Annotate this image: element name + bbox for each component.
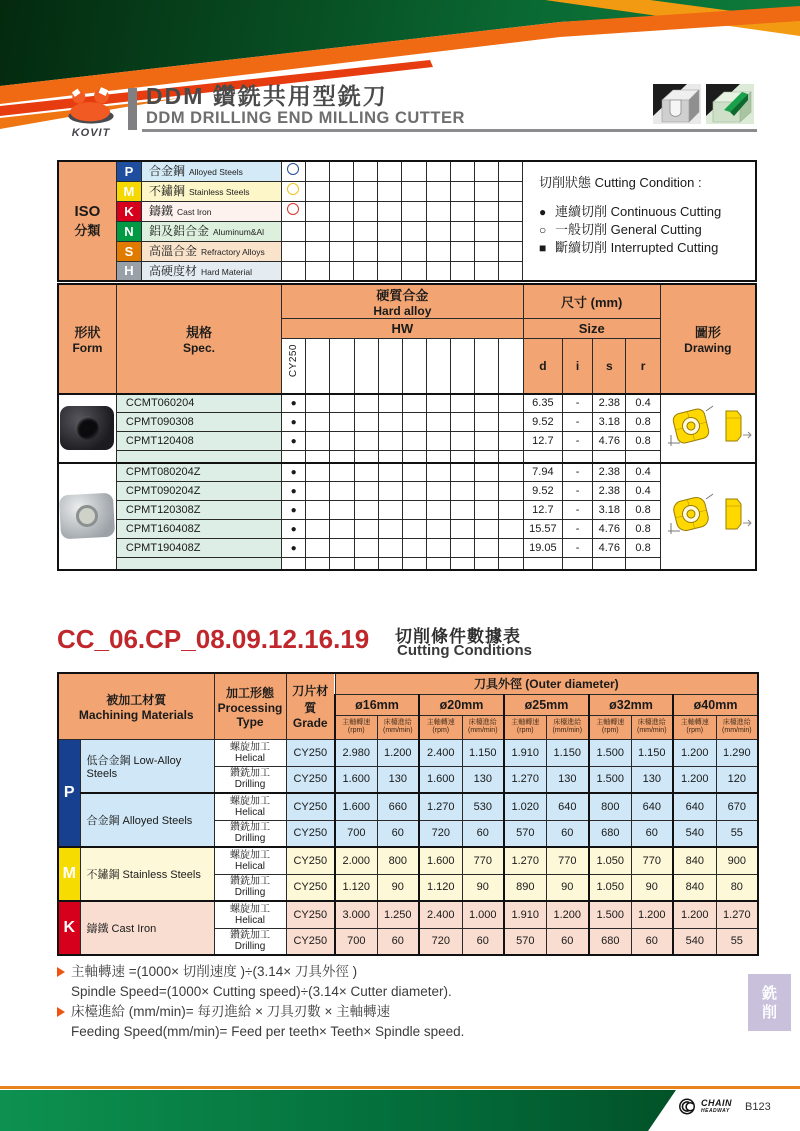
iso-material-n: 鋁及鋁合金 Aluminum&Al [141, 221, 281, 241]
col-header-drawing: 圖形 Drawing [660, 284, 756, 394]
value-cell: 1.270 [504, 766, 546, 793]
col-header-spec: 規格 Spec. [116, 284, 281, 394]
bullet-triangle-icon [57, 967, 65, 977]
dim-d: 12.7 [523, 432, 562, 451]
cut-row [58, 901, 758, 928]
cutting-conditions-title [57, 622, 757, 670]
dim-d: 9.52 [523, 413, 562, 432]
grade-cell: CY250 [286, 793, 335, 820]
value-cell: 840 [673, 874, 716, 901]
value-cell: 1.250 [377, 901, 419, 928]
footer-brand-text: CHAIN HEADWAY [701, 1097, 732, 1114]
value-cell: 800 [377, 847, 419, 874]
iso-class-label: ISO 分類 [58, 161, 116, 281]
value-cell: 60 [546, 820, 589, 847]
cutting-conditions-table [57, 672, 759, 956]
col-header-dia40: ø40mm [673, 694, 758, 715]
spec-spacer-row [58, 558, 756, 570]
col-header-i: i [563, 339, 593, 394]
note-feed-en: Feeding Speed(mm/min)= Feed per teeth× Teeth× Spindle speed. [71, 1024, 465, 1039]
value-cell: 680 [589, 820, 631, 847]
iso-material-s: 高溫合金 Refractory Alloys [141, 241, 281, 261]
application-icons [653, 84, 754, 124]
spec-spacer-row [58, 451, 756, 463]
value-cell: 840 [673, 847, 716, 874]
spec-code: CPMT090308 [116, 413, 281, 432]
general-cutting-mark-icon [287, 183, 299, 195]
kovit-crab-icon [62, 84, 120, 124]
cutting-condition-legend [523, 161, 756, 281]
col-header-hard-alloy: 硬質合金 Hard alloy [282, 284, 524, 319]
col-header-rpm: 主軸轉速 (rpm) [504, 715, 546, 739]
value-cell: 1.200 [631, 901, 673, 928]
col-header-feed: 床檯進給 (mm/min) [631, 715, 673, 739]
iso-letter-m: M [58, 847, 80, 901]
processing-helical: 螺旋加工 Helical [214, 739, 286, 766]
value-cell: 130 [377, 766, 419, 793]
iso-row-p [58, 161, 756, 181]
dim-r: 0.8 [626, 432, 660, 451]
value-cell: 55 [716, 928, 758, 955]
value-cell: 1.910 [504, 739, 546, 766]
value-cell: 640 [546, 793, 589, 820]
material-stainless-steels: 不鏽鋼 Stainless Steels [80, 847, 214, 901]
iso-letter-s: S [116, 241, 141, 261]
ramping-application-icon [706, 84, 754, 124]
legend-item: ● 連續切削 Continuous Cutting [539, 204, 722, 219]
value-cell: 1.600 [419, 847, 462, 874]
spec-row [58, 394, 756, 413]
col-header-cy250: CY250 [282, 339, 306, 394]
value-cell: 1.200 [673, 739, 716, 766]
brand-logo [56, 84, 126, 139]
dim-r: 0.8 [626, 520, 660, 539]
value-cell: 1.120 [419, 874, 462, 901]
drilling-application-icon [653, 84, 701, 124]
value-cell: 530 [462, 793, 504, 820]
legend-item: ○ 一般切削 General Cutting [539, 222, 702, 237]
iso-classification-table [57, 160, 757, 282]
col-header-rpm: 主軸轉速 (rpm) [335, 715, 377, 739]
condition-cell [281, 181, 305, 201]
value-cell: 2.400 [419, 739, 462, 766]
spec-row [58, 539, 756, 558]
dim-i: - [563, 501, 593, 520]
value-cell: 1.270 [716, 901, 758, 928]
dim-r: 0.8 [626, 413, 660, 432]
cutting-title-zh: 切削條件數據表 [395, 627, 521, 646]
spec-code: CPMT120308Z [116, 501, 281, 520]
grade-cell: CY250 [286, 766, 335, 793]
brand-name: KOVIT [71, 127, 111, 139]
dim-r: 0.8 [626, 539, 660, 558]
dim-r: 0.4 [626, 463, 660, 482]
dim-d: 12.7 [523, 501, 562, 520]
value-cell: 540 [673, 928, 716, 955]
insert-drawing-icon [662, 403, 754, 449]
value-cell: 890 [504, 874, 546, 901]
value-cell: 540 [673, 820, 716, 847]
value-cell: 1.910 [504, 901, 546, 928]
iso-letter-k: K [116, 201, 141, 221]
iso-letter-p: P [116, 161, 141, 181]
value-cell: 720 [419, 820, 462, 847]
spec-row [58, 520, 756, 539]
value-cell: 1.150 [631, 739, 673, 766]
col-header-rpm: 主軸轉速 (rpm) [419, 715, 462, 739]
spec-row [58, 463, 756, 482]
col-header-dia25: ø25mm [504, 694, 589, 715]
continuous-cutting-mark: ● [282, 394, 306, 413]
value-cell: 640 [631, 793, 673, 820]
grade-cell: CY250 [286, 928, 335, 955]
iso-letter-p: P [58, 739, 80, 847]
drawing-cell [660, 463, 756, 570]
dim-i: - [563, 413, 593, 432]
value-cell: 720 [419, 928, 462, 955]
col-header-processing: 加工形態 Processing Type [214, 673, 286, 739]
col-header-rpm: 主軸轉速 (rpm) [589, 715, 631, 739]
continuous-cutting-mark: ● [282, 520, 306, 539]
general-cutting-mark-icon [287, 203, 299, 215]
grade-cell: CY250 [286, 739, 335, 766]
value-cell: 60 [462, 820, 504, 847]
note-spindle-en: Spindle Speed=(1000× Cutting speed)÷(3.14× Cutter diameter). [71, 984, 452, 999]
value-cell: 60 [377, 820, 419, 847]
spec-code: CPMT080204Z [116, 463, 281, 482]
dim-s: 3.18 [593, 413, 626, 432]
value-cell: 670 [716, 793, 758, 820]
value-cell: 60 [462, 928, 504, 955]
value-cell: 1.120 [335, 874, 377, 901]
processing-drilling: 鑽銑加工 Drilling [214, 874, 286, 901]
material-alloyed-steels: 合金鋼 Alloyed Steels [80, 793, 214, 847]
value-cell: 2.980 [335, 739, 377, 766]
value-cell: 55 [716, 820, 758, 847]
legend-title: 切削狀態 Cutting Condition : [539, 175, 702, 190]
formula-notes [57, 962, 717, 1042]
col-header-hw: HW [282, 319, 524, 339]
spec-code: CPMT160408Z [116, 520, 281, 539]
col-header-feed: 床檯進給 (mm/min) [462, 715, 504, 739]
dim-s: 2.38 [593, 394, 626, 413]
value-cell: 1.200 [673, 766, 716, 793]
dim-i: - [563, 463, 593, 482]
drawing-cell [660, 394, 756, 463]
value-cell: 2.400 [419, 901, 462, 928]
dim-d: 15.57 [523, 520, 562, 539]
value-cell: 1.000 [462, 901, 504, 928]
value-cell: 90 [462, 874, 504, 901]
value-cell: 80 [716, 874, 758, 901]
dim-d: 19.05 [523, 539, 562, 558]
spec-row [58, 413, 756, 432]
value-cell: 700 [335, 928, 377, 955]
value-cell: 1.050 [589, 874, 631, 901]
legend-item: ■ 斷續切削 Interrupted Cutting [539, 240, 719, 255]
cut-row [58, 739, 758, 766]
insert-photo-cell [58, 394, 116, 463]
col-header-materials: 被加工材質 Machining Materials [58, 673, 214, 739]
condition-cell [281, 201, 305, 221]
value-cell: 60 [377, 928, 419, 955]
note-feed-zh: 床檯進給 (mm/min)= 每刃進給 × 刀具刃數 × 主軸轉速 [57, 1002, 717, 1022]
col-header-size: Size [523, 319, 660, 339]
value-cell: 1.600 [419, 766, 462, 793]
insert-photo [59, 493, 115, 540]
page-title [146, 84, 646, 128]
value-cell: 680 [589, 928, 631, 955]
footer-orange-rule [0, 1086, 800, 1089]
value-cell: 1.050 [589, 847, 631, 874]
col-header-feed: 床檯進給 (mm/min) [377, 715, 419, 739]
continuous-cutting-mark: ● [282, 413, 306, 432]
value-cell: 120 [716, 766, 758, 793]
value-cell: 130 [546, 766, 589, 793]
value-cell: 640 [673, 793, 716, 820]
value-cell: 700 [335, 820, 377, 847]
col-header-grade: 刀片材質 Grade [286, 673, 335, 739]
col-header-dia20: ø20mm [419, 694, 504, 715]
continuous-cutting-mark: ● [282, 539, 306, 558]
continuous-cutting-mark: ● [282, 501, 306, 520]
iso-letter-h: H [116, 261, 141, 281]
spec-header-row [58, 284, 756, 319]
value-cell: 90 [631, 874, 673, 901]
col-header-dia16: ø16mm [335, 694, 419, 715]
dim-i: - [563, 520, 593, 539]
dim-s: 2.38 [593, 482, 626, 501]
dim-r: 0.4 [626, 482, 660, 501]
spec-code: CCMT060204 [116, 394, 281, 413]
value-cell: 1.020 [504, 793, 546, 820]
dim-s: 3.18 [593, 501, 626, 520]
dim-r: 0.8 [626, 501, 660, 520]
dim-d: 9.52 [523, 482, 562, 501]
value-cell: 1.150 [546, 739, 589, 766]
col-header-form: 形狀 Form [58, 284, 116, 394]
iso-material-m: 不鏽鋼 Stainless Steels [141, 181, 281, 201]
dim-i: - [563, 539, 593, 558]
value-cell: 1.200 [546, 901, 589, 928]
note-spindle-zh: 主軸轉速 =(1000× 切削速度 )÷(3.14× 刀具外徑 ) [57, 962, 717, 982]
col-header-outer-diameter: 刀具外徑 (Outer diameter) [335, 673, 758, 694]
processing-drilling: 鑽銑加工 Drilling [214, 766, 286, 793]
processing-drilling: 鑽銑加工 Drilling [214, 928, 286, 955]
cut-row [58, 793, 758, 820]
value-cell: 90 [377, 874, 419, 901]
grade-cell: CY250 [286, 820, 335, 847]
value-cell: 660 [377, 793, 419, 820]
value-cell: 60 [631, 820, 673, 847]
general-cutting-mark-icon [287, 163, 299, 175]
page-number: B123 [745, 1101, 771, 1113]
value-cell: 1.270 [504, 847, 546, 874]
dim-r: 0.4 [626, 394, 660, 413]
value-cell: 1.500 [589, 901, 631, 928]
title-divider-bar [128, 88, 137, 130]
value-cell: 1.600 [335, 793, 377, 820]
spec-code: CPMT090204Z [116, 482, 281, 501]
value-cell: 570 [504, 820, 546, 847]
insert-photo [60, 406, 114, 450]
page-title-en: DDM DRILLING END MILLING CUTTER [146, 109, 465, 127]
page-title-zh: DDM 鑽銑共用型銑刀 [146, 83, 388, 109]
insert-drawing-icon [662, 491, 754, 537]
iso-material-k: 鑄鐵 Cast Iron [141, 201, 281, 221]
col-header-d: d [523, 339, 562, 394]
cutting-title-en: Cutting Conditions [397, 642, 532, 659]
value-cell: 1.150 [462, 739, 504, 766]
value-cell: 1.270 [419, 793, 462, 820]
dim-i: - [563, 482, 593, 501]
processing-helical: 螺旋加工 Helical [214, 901, 286, 928]
value-cell: 90 [546, 874, 589, 901]
cut-header-row1 [58, 673, 758, 694]
value-cell: 770 [462, 847, 504, 874]
value-cell: 1.500 [589, 739, 631, 766]
grade-cell: CY250 [286, 901, 335, 928]
value-cell: 60 [631, 928, 673, 955]
col-header-s: s [593, 339, 626, 394]
milling-section-tab: 銑 削 [748, 974, 791, 1031]
spec-code: CPMT120408 [116, 432, 281, 451]
bullet-triangle-icon [57, 1007, 65, 1017]
dim-d: 6.35 [523, 394, 562, 413]
insert-photo-cell [58, 463, 116, 570]
spec-row [58, 482, 756, 501]
col-header-r: r [626, 339, 660, 394]
value-cell: 60 [546, 928, 589, 955]
chain-headway-logo-icon [678, 1098, 698, 1115]
continuous-cutting-mark: ● [282, 432, 306, 451]
iso-letter-m: M [116, 181, 141, 201]
value-cell: 800 [589, 793, 631, 820]
iso-material-p: 合金鋼 Alloyed Steels [141, 161, 281, 181]
value-cell: 1.600 [335, 766, 377, 793]
spec-code: CPMT190408Z [116, 539, 281, 558]
value-cell: 900 [716, 847, 758, 874]
value-cell: 1.500 [589, 766, 631, 793]
dim-s: 4.76 [593, 539, 626, 558]
col-header-feed: 床檯進給 (mm/min) [546, 715, 589, 739]
iso-letter-k: K [58, 901, 80, 955]
condition-cell [281, 161, 305, 181]
spec-row [58, 501, 756, 520]
processing-drilling: 鑽銑加工 Drilling [214, 820, 286, 847]
continuous-cutting-mark: ● [282, 463, 306, 482]
material-cast-iron: 鑄鐵 Cast Iron [80, 901, 214, 955]
value-cell: 770 [631, 847, 673, 874]
material-low-alloy-steels: 低合金鋼 Low-Alloy Steels [80, 739, 214, 793]
spec-row [58, 432, 756, 451]
processing-helical: 螺旋加工 Helical [214, 793, 286, 820]
value-cell: 130 [631, 766, 673, 793]
processing-helical: 螺旋加工 Helical [214, 847, 286, 874]
col-header-size-mm: 尺寸 (mm) [523, 284, 660, 319]
dim-d: 7.94 [523, 463, 562, 482]
iso-material-h: 高硬度材 Hard Material [141, 261, 281, 281]
value-cell: 1.290 [716, 739, 758, 766]
dim-i: - [563, 394, 593, 413]
dim-s: 4.76 [593, 520, 626, 539]
value-cell: 130 [462, 766, 504, 793]
cut-row [58, 847, 758, 874]
dim-s: 2.38 [593, 463, 626, 482]
continuous-cutting-mark: ● [282, 482, 306, 501]
dim-i: - [563, 432, 593, 451]
grade-cell: CY250 [286, 847, 335, 874]
grade-cell: CY250 [286, 874, 335, 901]
value-cell: 770 [546, 847, 589, 874]
title-underline [142, 129, 757, 132]
iso-letter-n: N [116, 221, 141, 241]
value-cell: 570 [504, 928, 546, 955]
col-header-rpm: 主軸轉速 (rpm) [673, 715, 716, 739]
value-cell: 1.200 [377, 739, 419, 766]
value-cell: 3.000 [335, 901, 377, 928]
footer-brand [678, 1098, 732, 1115]
value-cell: 1.200 [673, 901, 716, 928]
col-header-feed: 床檯進給 (mm/min) [716, 715, 758, 739]
value-cell: 2.000 [335, 847, 377, 874]
model-code: CC_06.CP_08.09.12.16.19 [57, 624, 370, 654]
spec-table [57, 283, 757, 571]
col-header-dia32: ø32mm [589, 694, 673, 715]
dim-s: 4.76 [593, 432, 626, 451]
